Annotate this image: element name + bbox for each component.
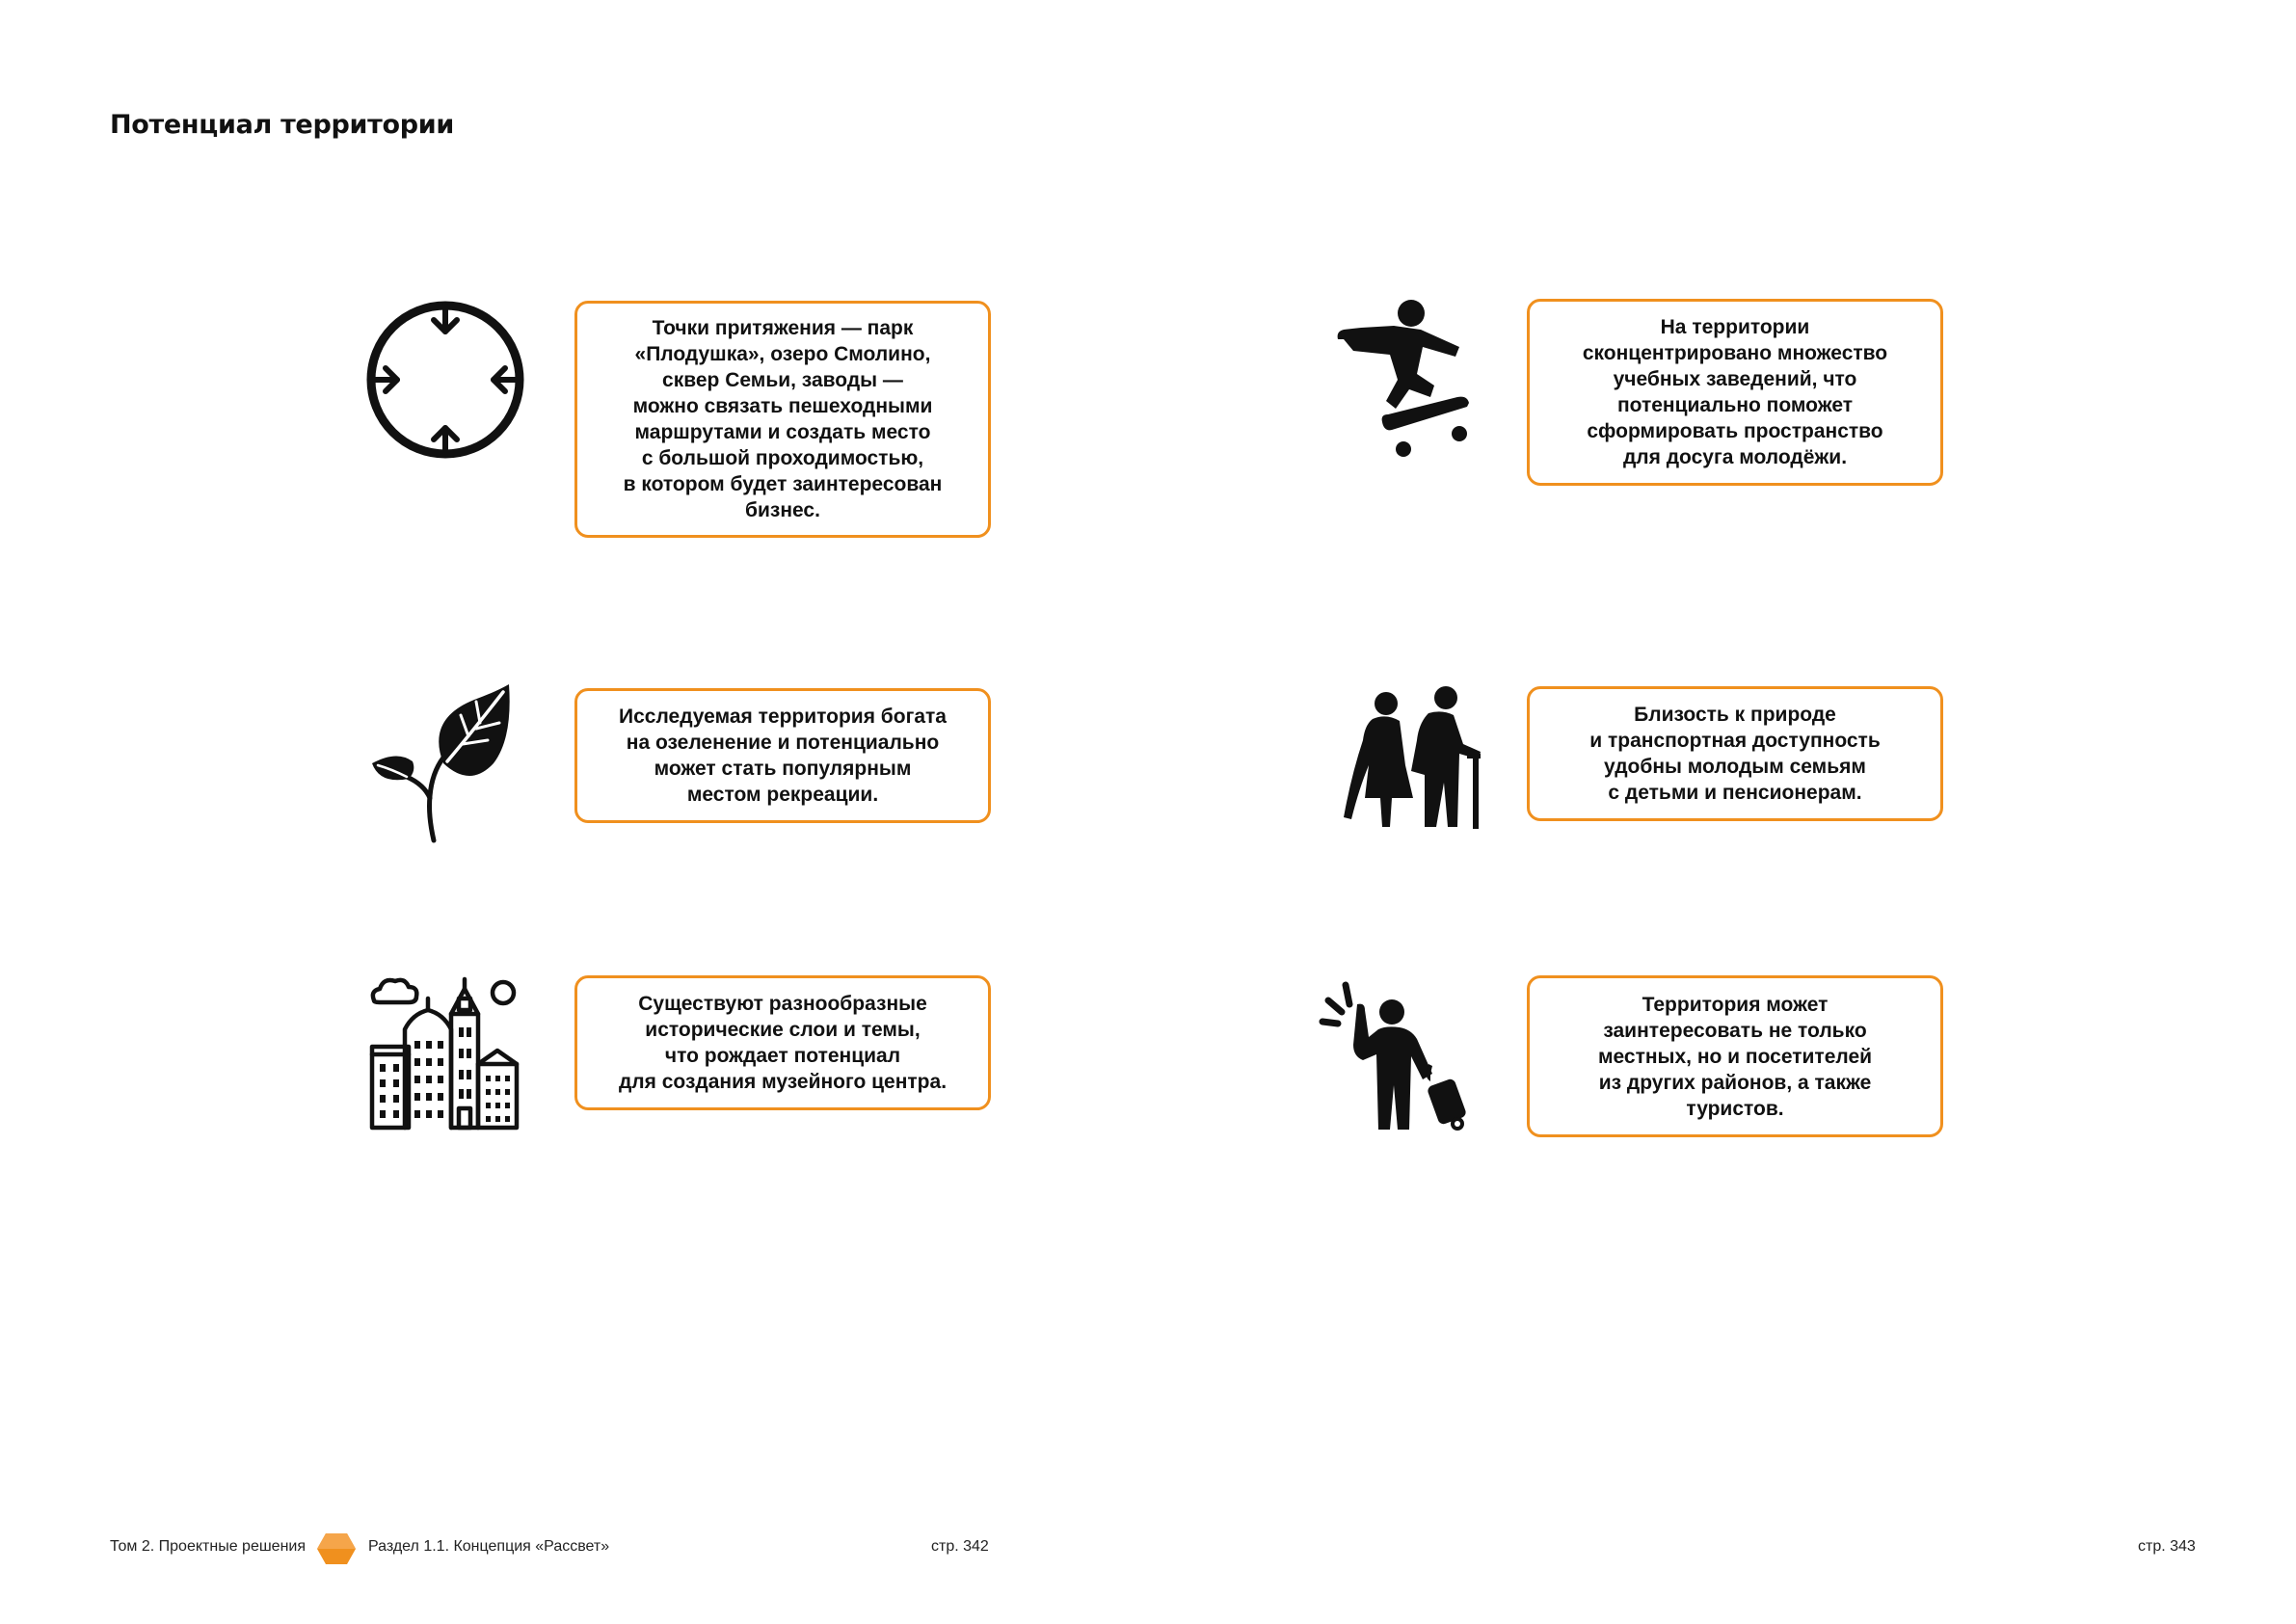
tourist-luggage-icon bbox=[1319, 977, 1482, 1135]
historic-city-icon bbox=[366, 973, 524, 1131]
footer-section: Раздел 1.1. Концепция «Рассвет» bbox=[368, 1538, 610, 1555]
tourists-card: Территория может заинтересовать не только местных, но и посетителей из других районов, а также туристов. bbox=[1527, 975, 1943, 1137]
footer-volume: Том 2. Проектные решения bbox=[110, 1538, 307, 1555]
youth-card: На территории сконцентрировано множество учебных заведений, что потенциально поможет сформировать пространство для досуга молодёжи. bbox=[1527, 299, 1943, 486]
footer-page-left: стр. 342 bbox=[931, 1538, 989, 1555]
converging-arrows-icon bbox=[364, 299, 526, 461]
elderly-couple-icon bbox=[1342, 682, 1484, 829]
leaf-sprout-icon bbox=[368, 680, 522, 844]
history-card: Существуют разнообразные исторические слои и темы, что рождает потенциал для создания музейного центра. bbox=[574, 975, 991, 1110]
greenery-card: Исследуемая территория богата на озеленение и потенциально может стать популярным местом рекреации. bbox=[574, 688, 991, 823]
skateboarder-icon bbox=[1334, 297, 1469, 480]
sunrise-logo-icon bbox=[314, 1531, 359, 1567]
families-card: Близость к природе и транспортная доступность удобны молодым семьям с детьми и пенсионерам. bbox=[1527, 686, 1943, 821]
page-title: Потенциал территории bbox=[110, 110, 454, 140]
attraction-card: Точки притяжения — парк «Плодушка», озеро Смолино, сквер Семьи, заводы — можно связать пешеходными маршрутами и создать место с большой проходимостью, в котором будет заинтересован бизнес. bbox=[574, 301, 991, 538]
footer-page-right: стр. 343 bbox=[2138, 1538, 2196, 1555]
